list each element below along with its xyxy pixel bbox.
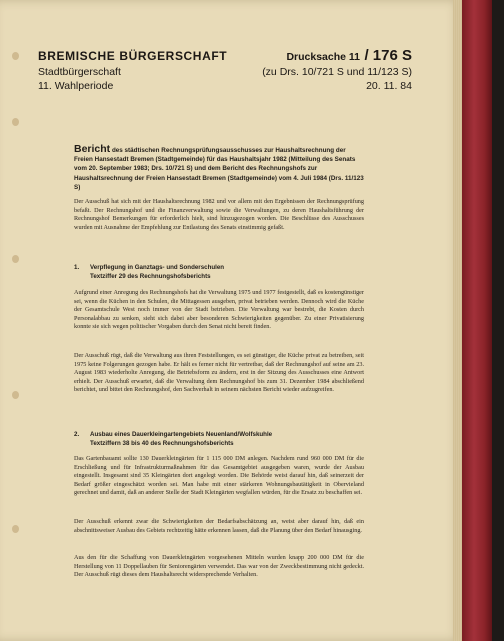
page-stack-edge	[453, 0, 462, 641]
section-1-title	[90, 264, 370, 281]
section-2-subtitle: Textziffern 38 bis 40 des Rechnungshofsberichts	[90, 439, 234, 447]
section-2-title	[90, 431, 370, 448]
report-title-lead: Bericht	[74, 143, 111, 155]
section-1-paragraph-2: Der Ausschuß rügt, daß die Verwaltung aus ihren Feststellungen, es sei günstiger, die Küche privat zu betreiben, seit 1975 keine Folgerungen gezogen habe. Er hält es ferner nicht für vertretbar, daß der Rechnungshof auf seine am 23. August 1983 wiederholte Anregung, die Betriebsform zu ändern, erst in der Sitzung des Ausschusses eine Antwort erhielt. Der Ausschuß erwartet, daß die Verwaltung dem Rechnungshof bis zum 31. Dezember 1984 abschließend berichtet, und bittet den Rechnungshof, den Sachverhalt in seinem nächsten Bericht wieder aufzugreifen.	[74, 352, 364, 394]
punch-hole	[12, 52, 19, 60]
binder-spine	[462, 0, 492, 641]
drucksache-label: Drucksache 11	[286, 51, 360, 63]
intro-paragraph: Der Ausschuß hat sich mit der Haushaltsrechnung 1982 und vor allem mit den Ergebnissen der Rechnungsprüfung befaßt. Der Rechnungshof und die Finanzverwaltung sowie die Verwaltungen, zu deren Haushaltsführung der Rechnungshof Bemerkungen für erforderlich hielt, sind hinzugezogen worden. Die Beschlüsse des Ausschusses wurden mit Ausnahme der Empfehlung zur Entlastung des Senats einstimmig gefaßt.	[74, 198, 364, 231]
section-2-paragraph-3: Aus den für die Schaffung von Dauerkleingärten vorgesehenen Mitteln wurden knapp 200 000 DM für die Herstellung von 11 Doppellauben für Seniorengärten verwendet. Das war von der Zweckbestimmung nicht gedeckt. Der Ausschuß rügt dieses dem Haushaltsrecht widersprechende Verhalten.	[74, 554, 364, 579]
section-1-heading: Verpflegung in Ganztags- und Sonderschulen	[90, 264, 225, 271]
punch-hole	[12, 525, 19, 533]
report-title-text: des städtischen Rechnungsprüfungsausschusses zur Haushaltsrechnung der Freien Hansestadt Bremen (Stadtgemeinde) für das Haushaltsjahr 1982 (Mitteilung des Senats vom 20. September 1983; Drs. 10/721 S) und dem Bericht des Rechnungshofs zur Haushaltsrechnung der Freien Hansestadt Bremen (Stadtgemeinde) vom 4. Juli 1984 (Drs. 11/123 S)	[74, 147, 364, 191]
section-1-subtitle: Textziffer 29 des Rechnungshofsberichts	[90, 272, 211, 280]
section-2-heading: Ausbau eines Dauerkleingartengebiets Neuenland/Wolfskuhle	[90, 431, 273, 438]
section-2-paragraph-1: Das Gartenbauamt sollte 130 Dauerkleingärten für 1 115 000 DM anlegen. Nachdem rund 960 000 DM für die Erschließung und für Infrastrukturmaßnahmen für das Gesamtgebiet ausgegeben waren, wurde der Ausbau eingestellt. Insgesamt sind 35 Kleingärten dort angelegt worden. Die Behörde weist darauf hin, daß seinerzeit der Bedarf größer eingeschätzt worden sei. Man habe mit einer stärkeren Wohnungsbautätigkeit in Obervieland gerechnet und damit, daß an anderer Stelle der Stadt Kleingärten wegfallen würden, für die Ersatz zu beschaffen sei.	[74, 455, 364, 497]
section-1-paragraph-1: Aufgrund einer Anregung des Rechnungshofs hat die Verwaltung 1975 und 1977 festgestellt, daß es kostengünstiger sei, wenn die Küchen in den Schulen, die Mittagessen ausgeben, privat betrieben werden. Dennoch wird die Küche der Gesamtschule West noch immer von der Stadt betrieben. Die Verwaltung war bestrebt, die Kosten durch Personalabbau zu senken, sieht sich dabei aber besonderen Schwierigkeiten gegenüber. Zu einer Privatisierung konnte sie sich wegen politischer Vorgaben durch den Senat nicht bereit finden.	[74, 289, 364, 331]
chamber-name: Stadtbürgerschaft	[38, 66, 121, 78]
section-2-paragraph-2: Der Ausschuß erkennt zwar die Schwierigkeiten der Bedarfsabschätzung an, weist aber darauf hin, daß ein abschnittsweiser Ausbau des Gebiets rechtzeitig hätte erkennen lassen, daß die Planung über den Bedarf hinausging.	[74, 518, 364, 534]
punch-hole	[12, 391, 19, 399]
parliament-name: BREMISCHE BÜRGERSCHAFT	[38, 49, 228, 63]
drucksache-number: / 176 S	[364, 47, 412, 64]
punch-hole	[12, 255, 19, 263]
document-date: 20. 11. 84	[366, 80, 412, 92]
report-title	[74, 145, 364, 192]
section-2-number: 2.	[74, 431, 80, 438]
punch-hole	[12, 118, 19, 126]
legislative-period: 11. Wahlperiode	[38, 80, 114, 92]
drucksache-heading	[286, 47, 412, 65]
section-1-number: 1.	[74, 264, 80, 271]
reference-line: (zu Drs. 10/721 S und 11/123 S)	[262, 66, 412, 78]
